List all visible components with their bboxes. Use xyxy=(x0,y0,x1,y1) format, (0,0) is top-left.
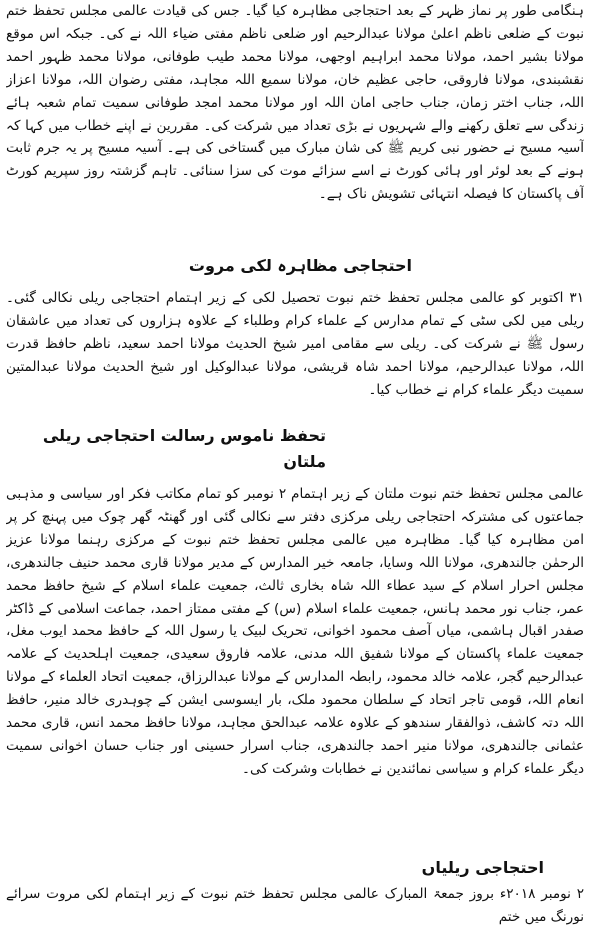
last-paragraph: ۲ نومبر ۲۰۱۸ء بروز جمعۃ المبارک عالمی مجلس تحفظ ختم نبوت کے زیر اہتمام لکی مروت سرائے نورنگ میں ختم xyxy=(6,886,584,925)
intro-paragraph: ہنگامی طور پر نماز ظہر کے بعد احتجاجی مظاہرہ کیا گیا۔ جس کی قیادت عالمی مجلس تحفظ ختم نبوت کے ضلعی ناظم اعلیٰ مولانا عبدالرحیم اور ضلعی ناظم مفتی ضیاء اللہ نے کی۔ جبکہ اس موقع مولانا بشیر احمد، مولانا محمد ابراہیم اوجھی، مولانا محمد طیب طوفانی، مولانا محمد ظہور احمد نقشبندی، مولانا فاروقی، حاجی عظیم خان، مولانا سمیع اللہ مجاہد، مفتی رضوان اللہ، مولانا اعزاز اللہ، جناب اختر زمان، جناب حاجی امان اللہ اور مولانا محمد امجد طوفانی سمیت تمام شعبہ ہائے زندگی سے تعلق رکھنے والے شہریوں نے بڑی تعداد میں شرکت کی۔ مقررین نے اپنے خطاب میں کہا کہ آسیہ مسیح نے حضور نبی کریم ﷺ کی شان مبارک میں گستاخی کی ہے۔ آسیہ مسیح پر یہ جرم ثابت ہونے کے بعد لوئر اور ہائی کورٹ نے اسے سزائے موت کی سزا سنائی۔ تاہم گزشتہ روز سپریم کورٹ آف پاکستان کا فیصلہ انتہائی تشویش ناک ہے۔ xyxy=(6,3,584,203)
lakki-paragraph: ۳۱ اکتوبر کو عالمی مجلس تحفظ ختم نبوت تحصیل لکی کے زیر اہتمام احتجاجی ریلی نکالی گئی۔ ریلی میں لکی سٹی کے تمام مدارس کے علماء کرام وطلباء کے علاوہ ہزاروں کی تعداد میں عاشقان رسول ﷺ نے شرکت کی۔ ریلی سے مقامی امیر شیخ الحدیث مولانا احمد سعید، ناظم حافظ قدرت اللہ، مولانا عبدالرحیم، مولانا احمد شاہ قریشی، مولانا عبدالوکیل اور شیخ الحدیث مولانا عبدالمتین سمیت دیگر علماء کرام نے خطاب کیا۔ xyxy=(6,290,584,398)
article-page xyxy=(6,0,584,925)
heading-multan-rally: تحفظ ناموس رسالت احتجاجی ریلی ملتان xyxy=(42,426,326,471)
heading-protest-rallies: احتجاجی ریلیاں xyxy=(421,858,544,877)
heading-lakki-marwat: احتجاجی مظاہرہ لکی مروت xyxy=(188,256,412,275)
multan-paragraph: عالمی مجلس تحفظ ختم نبوت ملتان کے زیر اہتمام ۲ نومبر کو تمام مکاتب فکر اور سیاسی و مذہبی جماعتوں کی مشترکہ احتجاجی ریلی مرکزی دفتر سے نکالی گئی اور گھنٹہ گھر چوک میں پہنچ کر پر امن مظاہرہ کیا گیا۔ مظاہرہ میں عالمی مجلس تحفظ ختم نبوت کے مرکزی رہنما مولانا عزیز الرحمٰن جالندھری، مولانا اللہ وسایا، جامعہ خیر المدارس کے مدیر مولانا قاری محمد حنیف جالندھری، مجلس احرار اسلام کے سید عطاء اللہ شاہ بخاری ثالث، جمعیت علماء اسلام کے شیخ حافظ محمد عمر، جناب نور محمد ہانس، جمعیت علماء اسلام (س) کے مفتی ممتاز احمد، جماعت اسلامی کے ڈاکٹر صفدر اقبال ہاشمی، میاں آصف محمود اخوانی، تحریک لبیک یا رسول اللہ کے حافظ محمد ایوب مغل، جمعیت علماء پاکستان کے مولانا شفیق اللہ مدنی، علامہ فاروق سعیدی، جمعیت اہلحدیث کے علامہ عبدالرحیم گجر، علامہ خالد محمود، رابطہ المدارس کے مولانا عبدالرزاق، جمعیت اتحاد العلماء کے مولانا انعام اللہ، قومی تاجر اتحاد کے سلطان محمود ملک، بار ایسوسی ایشن کے چوہدری خالد منیر، حافظ اللہ دتہ کاشف، ذوالفقار سندھو کے علاوہ علامہ عبدالحق مجاہد، مولانا حافظ محمد انس، قاری محمد عثمانی جالندھری، مولانا منیر احمد جالندھری، جناب اسرار حسینی اور جناب حسان اخوانی سمیت دیگر علماء کرام و سیاسی نمائندین نے خطابات وشرکت کی۔ xyxy=(6,486,584,777)
